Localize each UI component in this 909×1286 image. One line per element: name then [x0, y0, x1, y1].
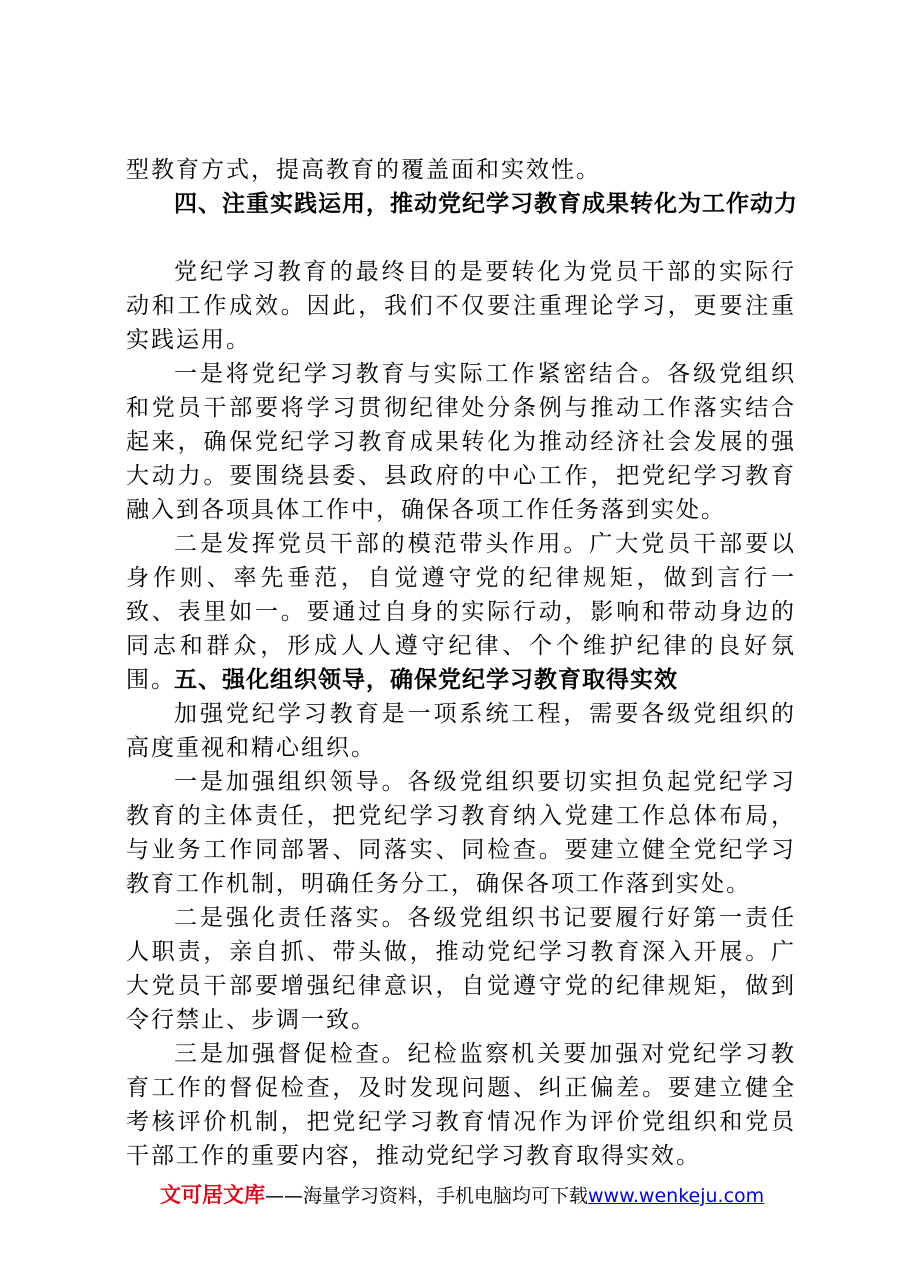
- paragraph: 加强党纪学习教育是一项系统工程，需要各级党组织的高度重视和精心组织。: [126, 701, 796, 761]
- paragraph: 一是将党纪学习教育与实际工作紧密结合。各级党组织和党员干部要将学习贯彻纪律处分条例与推动工作落实结合起来，确保党纪学习教育成果转化为推动经济社会发展的强大动力。要围绕县委、县政府的中心工作，把党纪学习教育融入到各项具体工作中，确保各项工作任务落到实处。: [126, 361, 796, 523]
- paragraph-continuation: 型教育方式，提高教育的覆盖面和实效性。: [126, 157, 601, 183]
- footer-dash: ——: [265, 1185, 303, 1207]
- footer-tagline: 海量学习资料，手机电脑均可下载: [303, 1185, 589, 1207]
- section-heading-5: 五、强化组织领导，确保党纪学习教育取得实效: [174, 667, 678, 693]
- paragraph: 一是加强组织领导。各级党组织要切实担负起党纪学习教育的主体责任，把党纪学习教育纳入党建工作总体布局，与业务工作同部署、同落实、同检查。要建立健全党纪学习教育工作机制，明确任务分工，确保各项工作落到实处。: [126, 769, 796, 897]
- paragraph: 二是强化责任落实。各级党组织书记要履行好第一责任人职责，亲自抓、带头做，推动党纪学习教育深入开展。广大党员干部要增强纪律意识，自觉遵守党的纪律规矩，做到令行禁止、步调一致。: [126, 905, 796, 1033]
- paragraph: 三是加强督促检查。纪检监察机关要加强对党纪学习教育工作的督促检查，及时发现问题、纠正偏差。要建立健全考核评价机制，把党纪学习教育情况作为评价党组织和党员干部工作的重要内容，推动党纪学习教育取得实效。: [126, 1041, 796, 1169]
- footer: [160, 1181, 800, 1210]
- section-heading-4: 四、注重实践运用，推动党纪学习教育成果转化为工作动力: [174, 191, 798, 217]
- footer-website-link[interactable]: www.wenkeju.com: [588, 1185, 765, 1207]
- paragraph: 二是发挥党员干部的模范带头作用。广大党员干部要以身作则、率先垂范，自觉遵守党的纪律规矩，做到言行一致、表里如一。要通过自身的实际行动，影响和带动身边的同志和群众，形成人人遵守纪律、个个维护纪律的良好氛围。: [126, 531, 796, 693]
- footer-brand: 文可居文库: [160, 1183, 265, 1207]
- paragraph: 党纪学习教育的最终目的是要转化为党员干部的实际行动和工作成效。因此，我们不仅要注重理论学习，更要注重实践运用。: [126, 259, 796, 353]
